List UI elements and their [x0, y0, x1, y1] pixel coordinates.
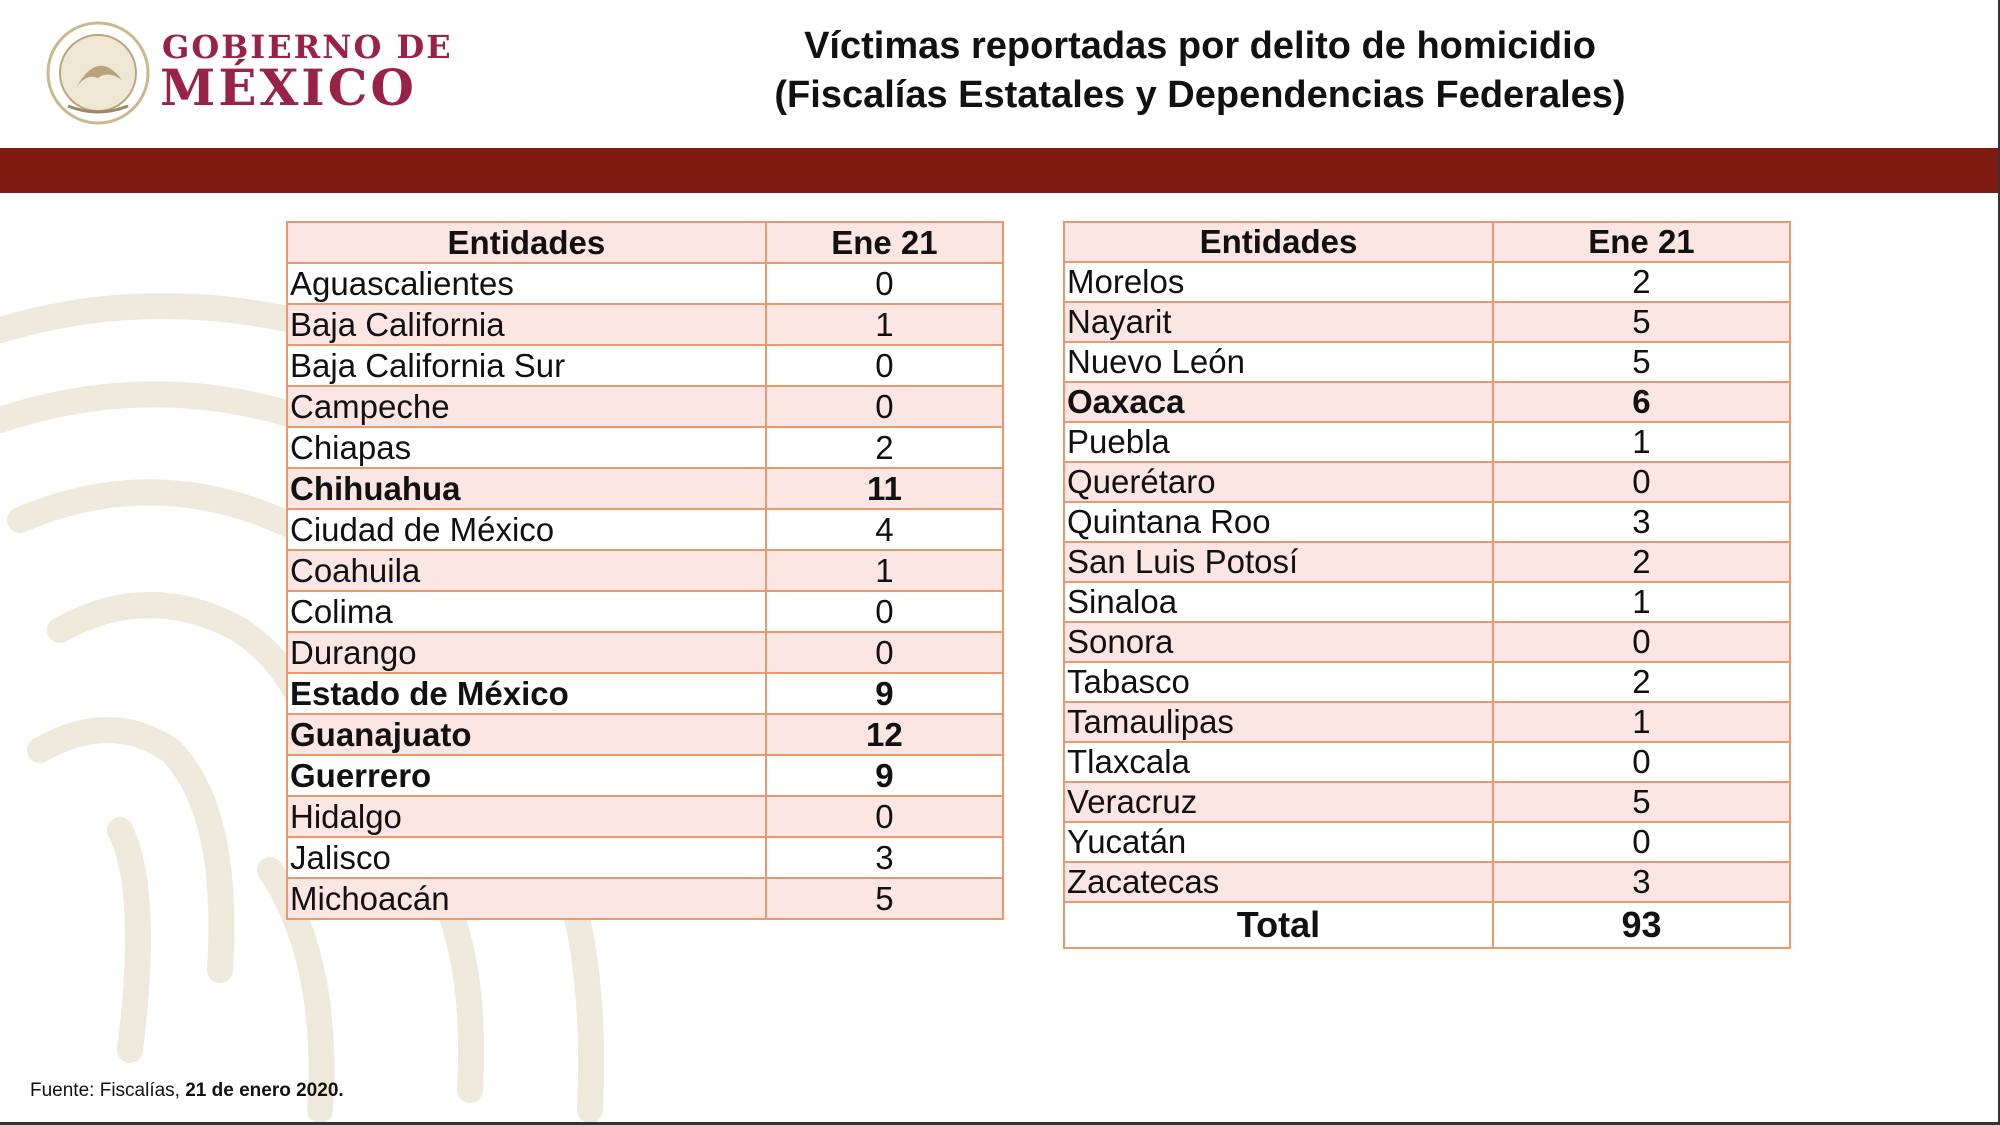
entity-cell: Sonora	[1064, 622, 1493, 662]
brand-line1: GOBIERNO DE	[162, 28, 453, 66]
value-cell: 0	[766, 263, 1003, 304]
table-row	[287, 714, 1003, 755]
entity-cell: Puebla	[1064, 422, 1493, 462]
value-cell: 0	[766, 632, 1003, 673]
entity-cell: Baja California Sur	[287, 345, 766, 386]
value-cell: 0	[766, 386, 1003, 427]
entity-cell: Tamaulipas	[1064, 702, 1493, 742]
entity-cell: Morelos	[1064, 262, 1493, 302]
table-row	[287, 427, 1003, 468]
value-cell: 0	[1493, 742, 1790, 782]
table-row	[1064, 662, 1790, 702]
entity-cell: San Luis Potosí	[1064, 542, 1493, 582]
source-footnote	[30, 1080, 344, 1102]
entity-cell: Sinaloa	[1064, 582, 1493, 622]
table-row	[287, 632, 1003, 673]
table-row	[287, 386, 1003, 427]
value-cell: 1	[766, 550, 1003, 591]
table-row	[287, 304, 1003, 345]
value-cell: 0	[766, 345, 1003, 386]
value-cell: 1	[1493, 702, 1790, 742]
value-cell: 2	[1493, 262, 1790, 302]
value-cell: 0	[766, 796, 1003, 837]
entity-cell: Nayarit	[1064, 302, 1493, 342]
value-cell: 9	[766, 673, 1003, 714]
header-band	[0, 148, 1998, 193]
table-row	[1064, 262, 1790, 302]
value-cell: 0	[1493, 822, 1790, 862]
value-cell: 11	[766, 468, 1003, 509]
entity-cell: Quintana Roo	[1064, 502, 1493, 542]
value-cell: 5	[1493, 342, 1790, 382]
entity-cell: Aguascalientes	[287, 263, 766, 304]
value-cell: 1	[766, 304, 1003, 345]
value-cell: 3	[766, 837, 1003, 878]
table-header-row	[1064, 222, 1790, 262]
value-cell: 5	[1493, 782, 1790, 822]
entity-cell: Jalisco	[287, 837, 766, 878]
entity-cell: Veracruz	[1064, 782, 1493, 822]
entity-cell: Hidalgo	[287, 796, 766, 837]
table-row	[287, 509, 1003, 550]
table-row	[287, 755, 1003, 796]
entity-cell: Ciudad de México	[287, 509, 766, 550]
entity-cell: Campeche	[287, 386, 766, 427]
page-title-line2: (Fiscalías Estatales y Dependencias Federales)	[774, 74, 1626, 116]
value-cell: 3	[1493, 502, 1790, 542]
page-title-line1: Víctimas reportadas por delito de homicidio	[804, 25, 1596, 67]
table-row	[1064, 622, 1790, 662]
table-row	[1064, 862, 1790, 902]
right-table	[1063, 221, 1791, 949]
table-row	[1064, 342, 1790, 382]
value-cell: 0	[1493, 462, 1790, 502]
entity-cell: Coahuila	[287, 550, 766, 591]
entity-cell: Querétaro	[1064, 462, 1493, 502]
value-cell: 12	[766, 714, 1003, 755]
table-row	[287, 468, 1003, 509]
column-header-value: Ene 21	[766, 222, 1003, 263]
table-row	[287, 796, 1003, 837]
table-row	[1064, 742, 1790, 782]
table-row	[1064, 702, 1790, 742]
table-row	[287, 837, 1003, 878]
column-header-entity: Entidades	[287, 222, 766, 263]
entity-cell: Michoacán	[287, 878, 766, 919]
brand-line2: MÉXICO	[160, 58, 417, 117]
value-cell: 3	[1493, 862, 1790, 902]
total-row	[1064, 902, 1790, 948]
entity-cell: Yucatán	[1064, 822, 1493, 862]
value-cell: 2	[1493, 662, 1790, 702]
table-row	[287, 345, 1003, 386]
entity-cell: Zacatecas	[1064, 862, 1493, 902]
table-row	[1064, 582, 1790, 622]
entity-cell: Colima	[287, 591, 766, 632]
entity-cell: Nuevo León	[1064, 342, 1493, 382]
value-cell: 5	[766, 878, 1003, 919]
table-row	[1064, 302, 1790, 342]
national-seal-icon	[38, 18, 158, 128]
table-row	[1064, 422, 1790, 462]
entity-cell: Durango	[287, 632, 766, 673]
value-cell: 2	[1493, 542, 1790, 582]
table-row	[1064, 542, 1790, 582]
header	[0, 0, 2000, 148]
total-value: 93	[1493, 902, 1790, 948]
value-cell: 4	[766, 509, 1003, 550]
value-cell: 9	[766, 755, 1003, 796]
entity-cell: Guerrero	[287, 755, 766, 796]
entity-cell: Chiapas	[287, 427, 766, 468]
value-cell: 6	[1493, 382, 1790, 422]
table-row	[287, 263, 1003, 304]
value-cell: 5	[1493, 302, 1790, 342]
table-row	[1064, 782, 1790, 822]
value-cell: 1	[1493, 582, 1790, 622]
entity-cell: Tlaxcala	[1064, 742, 1493, 782]
value-cell: 0	[766, 591, 1003, 632]
entity-cell: Guanajuato	[287, 714, 766, 755]
column-header-value: Ene 21	[1493, 222, 1790, 262]
total-label: Total	[1064, 902, 1493, 948]
source-prefix: Fuente: Fiscalías,	[30, 1080, 186, 1101]
table-row	[287, 673, 1003, 714]
entity-cell: Baja California	[287, 304, 766, 345]
value-cell: 2	[766, 427, 1003, 468]
value-cell: 0	[1493, 622, 1790, 662]
source-date: 21 de enero 2020.	[185, 1080, 344, 1101]
entity-cell: Chihuahua	[287, 468, 766, 509]
column-header-entity: Entidades	[1064, 222, 1493, 262]
entity-cell: Estado de México	[287, 673, 766, 714]
table-row	[287, 878, 1003, 919]
table-row	[1064, 462, 1790, 502]
table-row	[1064, 382, 1790, 422]
table-row	[1064, 822, 1790, 862]
table-row	[287, 591, 1003, 632]
entity-cell: Tabasco	[1064, 662, 1493, 702]
table-row	[1064, 502, 1790, 542]
entity-cell: Oaxaca	[1064, 382, 1493, 422]
value-cell: 1	[1493, 422, 1790, 462]
table-header-row	[287, 222, 1003, 263]
left-table	[286, 221, 1004, 920]
table-row	[287, 550, 1003, 591]
